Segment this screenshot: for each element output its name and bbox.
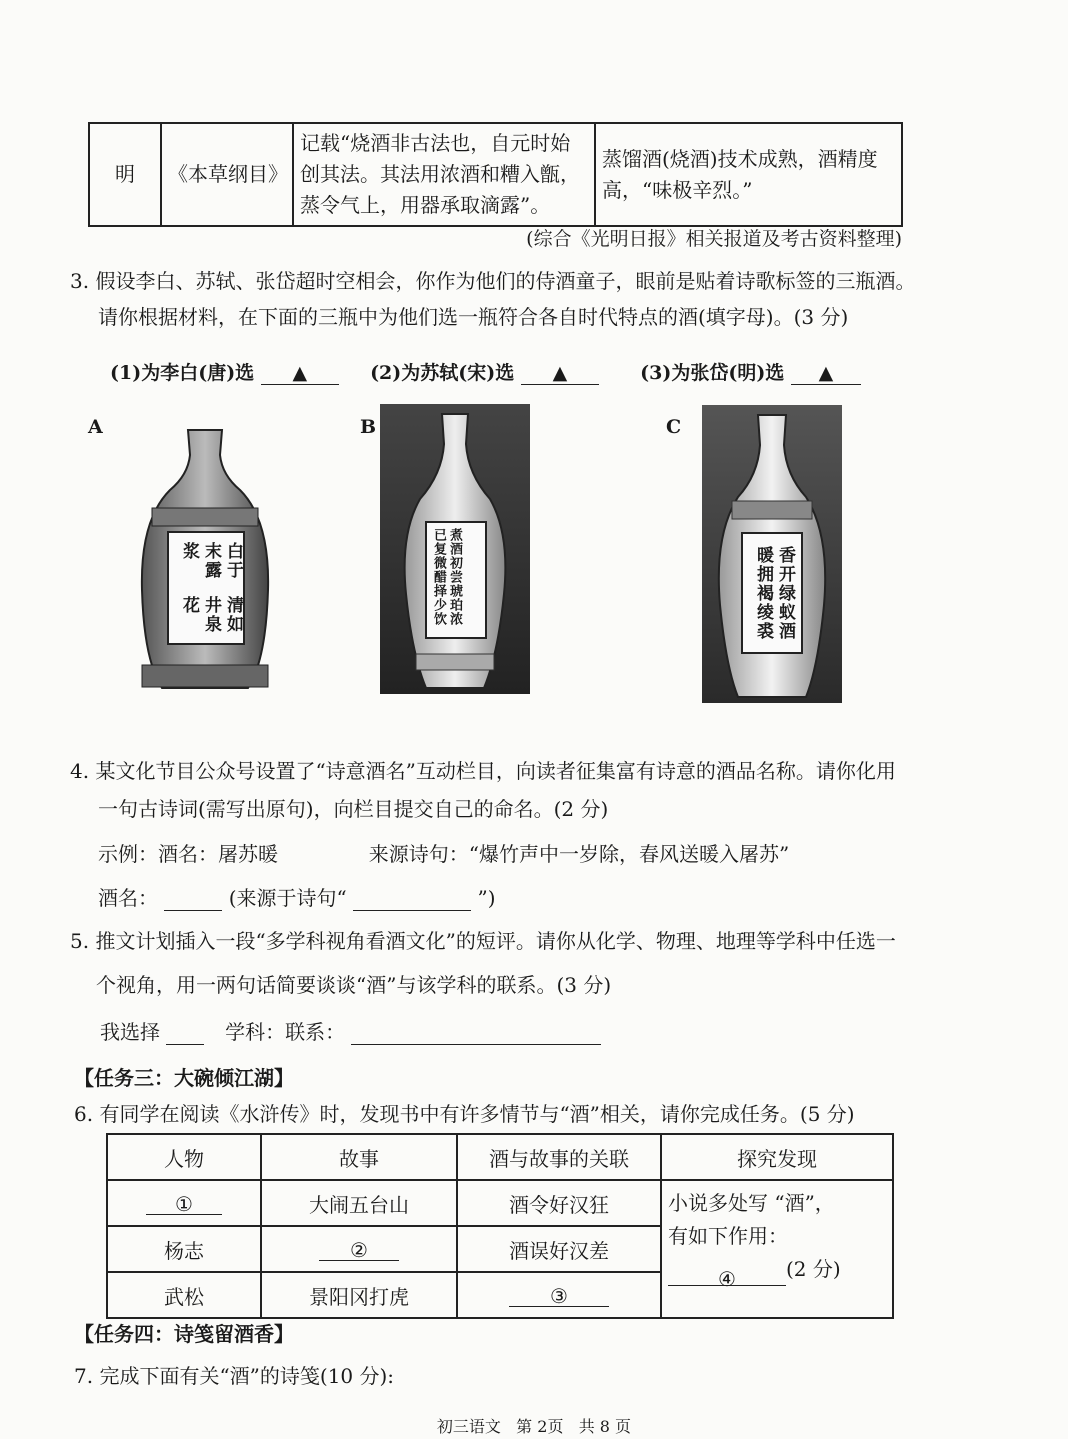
q5-choose-label: 我选择 xyxy=(100,1020,160,1044)
bottle-a-poem-col2: 白于末露浆 xyxy=(179,542,243,580)
bottle-c-poem xyxy=(752,546,796,654)
finding-line2: 有如下作用： xyxy=(668,1224,788,1248)
table-cell: 武松 xyxy=(107,1272,261,1318)
bottle-b-poem xyxy=(430,528,462,640)
table-cell[interactable] xyxy=(107,1180,261,1226)
bottle-c-letter: C xyxy=(666,416,682,438)
bottle-c-poem-col2: 暖拥褐绫裘 xyxy=(753,546,773,641)
blank-2[interactable]: ② xyxy=(319,1238,399,1261)
bottle-a-poem xyxy=(178,542,244,650)
q5-link-blank[interactable] xyxy=(351,1022,601,1045)
choice-zhangdai-blank[interactable]: ▲ xyxy=(791,362,861,385)
q4-answer-name-label: 酒名： xyxy=(98,886,158,910)
q4-answer-source-open: (来源于诗句“ xyxy=(228,886,347,910)
q4-text xyxy=(70,756,1010,824)
bottle-c-poem-col1: 香开绿蚁酒 xyxy=(775,546,795,641)
table-cell[interactable] xyxy=(261,1226,457,1272)
header-character: 人物 xyxy=(107,1134,261,1180)
choice-sushi: (2)为苏轼(宋)选 xyxy=(370,362,515,384)
blank-1[interactable]: ① xyxy=(146,1192,222,1215)
task3-heading: 【任务三：大碗倾江湖】 xyxy=(74,1066,294,1090)
finding-line1: 小说多处写 “酒”， xyxy=(668,1191,835,1215)
q5-answer xyxy=(100,1016,601,1045)
history-table xyxy=(88,122,903,227)
q3-line2: 请你根据材料，在下面的三瓶中为他们选一瓶符合各自时代特点的酒(填字母)。(3 分) xyxy=(98,305,849,329)
header-link: 酒与故事的关联 xyxy=(457,1134,661,1180)
q5-text xyxy=(70,926,1010,1000)
finding-cell xyxy=(661,1180,893,1318)
table-cell: 酒令好汉狂 xyxy=(457,1180,661,1226)
q4-example-name: 示例：酒名：屠苏暖 xyxy=(98,842,278,866)
q4-line1: 4. 某文化节目公众号设置了“诗意酒名”互动栏目，向读者征集富有诗意的酒品名称。请你化用 xyxy=(70,759,896,783)
q5-subject-label: 学科：联系： xyxy=(225,1020,346,1044)
q4-line2: 一句古诗词(需写出原句)，向栏目提交自己的命名。(2 分) xyxy=(98,797,609,821)
q3-line1: 3. 假设李白、苏轼、张岱超时空相会，你作为他们的侍酒童子，眼前是贴着诗歌标签的三瓶酒。 xyxy=(70,269,916,293)
table-cell: 景阳冈打虎 xyxy=(261,1272,457,1318)
choice-zhangdai: (3)为张岱(明)选 xyxy=(640,362,785,384)
page-footer: 初三语文 第 2页 共 8 页 xyxy=(436,1417,632,1436)
shuihu-table xyxy=(106,1133,894,1319)
blank-4[interactable]: ④ xyxy=(668,1263,786,1286)
header-story: 故事 xyxy=(261,1134,457,1180)
bottle-b-letter: B xyxy=(360,416,377,438)
table-cell: 杨志 xyxy=(107,1226,261,1272)
q6-line: 6. 有同学在阅读《水浒传》时，发现书中有许多情节与“酒”相关，请你完成任务。(5 分) xyxy=(74,1102,855,1126)
q4-answer xyxy=(98,882,496,911)
book-cell: 《本草纲目》 xyxy=(161,123,293,226)
finding-score: (2 分) xyxy=(786,1257,841,1281)
q4-example xyxy=(98,838,789,867)
choice-sushi-blank[interactable]: ▲ xyxy=(521,362,599,385)
q5-line1: 5. 推文计划插入一段“多学科视角看酒文化”的短评。请你从化学、物理、地理等学科中任选一 xyxy=(70,929,896,953)
source-note: (综合《光明日报》相关报道及考古资料整理) xyxy=(526,228,902,250)
header-finding: 探究发现 xyxy=(661,1134,893,1180)
q4-example-source: 来源诗句：“爆竹声中一岁除，春风送暖入屠苏” xyxy=(368,842,790,866)
dynasty-cell: 明 xyxy=(89,123,161,226)
q3-choices xyxy=(110,358,861,385)
record-cell: 记载“烧酒非古法也，自元时始创其法。其法用浓酒和糟入甑，蒸令气上，用器承取滴露”。 xyxy=(293,123,595,226)
choice-libai: (1)为李白(唐)选 xyxy=(110,362,255,384)
bottle-b-poem-col2: 已复微醋择少饮 xyxy=(431,528,446,626)
bottle-a-poem-col1: 清如井泉花 xyxy=(179,596,243,634)
table-cell: 酒误好汉差 xyxy=(457,1226,661,1272)
choice-libai-blank[interactable]: ▲ xyxy=(261,362,339,385)
q4-answer-source-close: ”) xyxy=(477,886,496,910)
blank-3[interactable]: ③ xyxy=(509,1284,609,1307)
bottle-a-letter: A xyxy=(88,416,103,438)
q5-line2: 个视角，用一两句话简要谈谈“酒”与该学科的联系。(3 分) xyxy=(96,973,612,997)
table-cell[interactable] xyxy=(457,1272,661,1318)
bottle-b-poem-col1: 煮酒初尝琥珀浓 xyxy=(447,528,462,626)
task4-heading: 【任务四：诗笺留酒香】 xyxy=(74,1322,294,1346)
q4-name-blank[interactable] xyxy=(164,888,222,911)
q7-line: 7. 完成下面有关“酒”的诗笺(10 分): xyxy=(74,1364,395,1388)
q5-subject-blank[interactable] xyxy=(166,1022,204,1045)
result-cell: 蒸馏酒(烧酒)技术成熟，酒精度高，“味极辛烈。” xyxy=(595,123,902,226)
q4-source-blank[interactable] xyxy=(353,888,471,911)
table-cell: 大闹五台山 xyxy=(261,1180,457,1226)
q3-text xyxy=(70,266,1000,332)
